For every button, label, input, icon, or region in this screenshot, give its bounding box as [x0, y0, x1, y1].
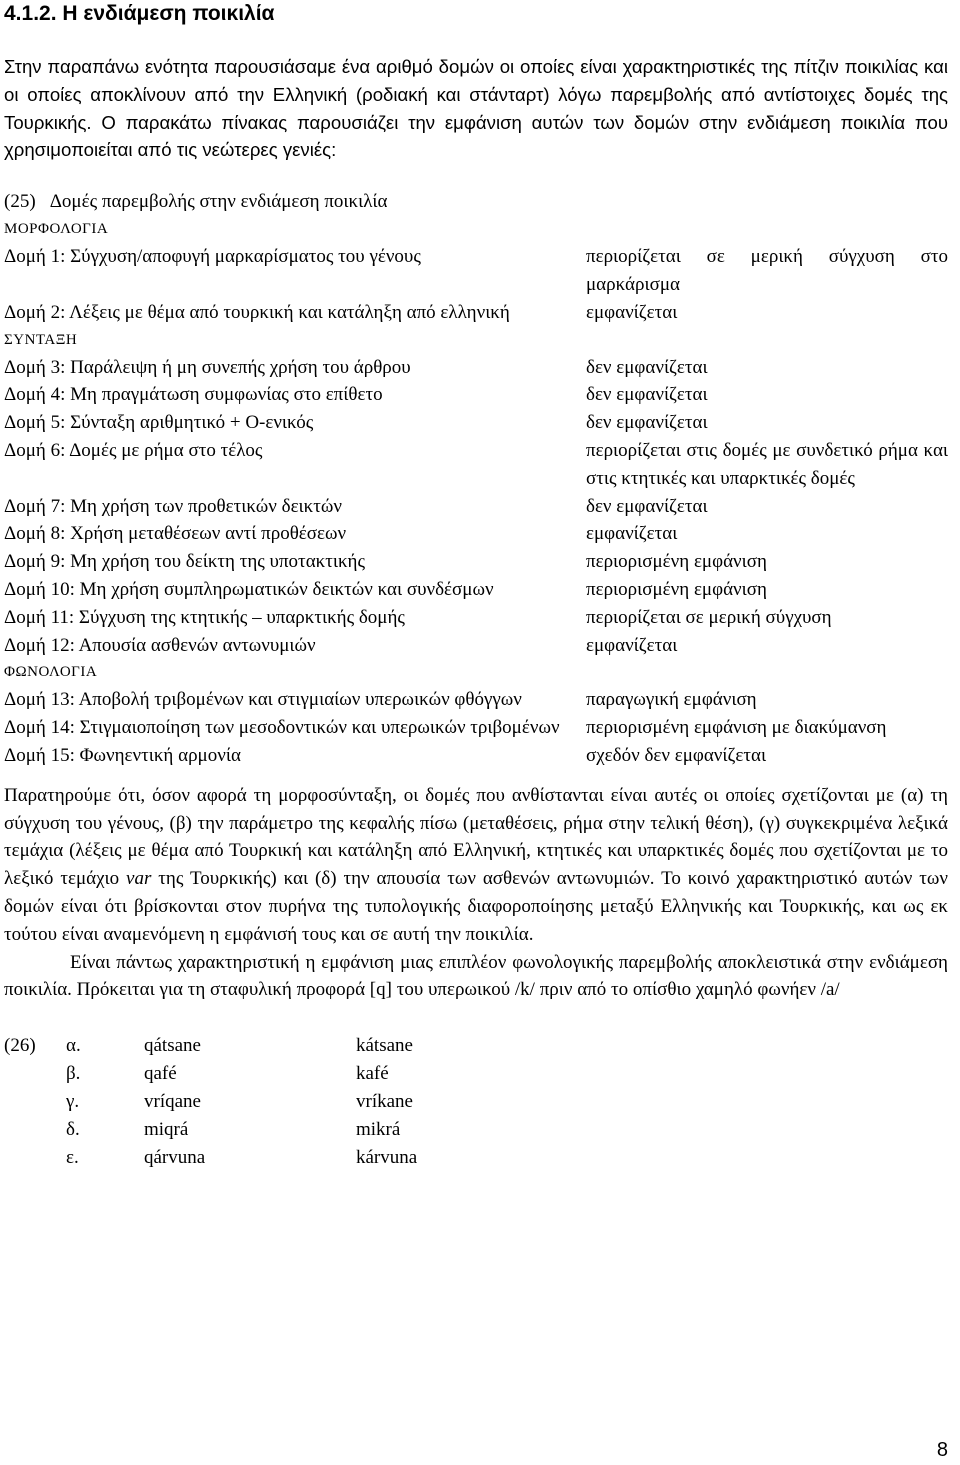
example-label: ε.: [66, 1147, 79, 1169]
table-section-heading: ΜΟΡΦΟΛΟΓΙΑ: [4, 221, 109, 238]
status-cell: εμφανίζεται: [586, 301, 678, 323]
column-gap: [574, 381, 586, 409]
intro-paragraph: Στην παραπάνω ενότητα παρουσιάσαμε ένα αριθμό δομών οι οποίες είναι χαρακτηριστικές της πίτζιν ποικιλίας και οι οποίες αποκλίνουν από την Ελληνική (ροδιακή και στάνταρτ) λόγω παρεμβολής από αντίστοιχες δομές της Τουρκικής. Ο παρακάτω πίνακας παρουσιάζει την εμφάνιση αυτών των δομών στην ενδιάμεση ποικιλία που χρησιμοποιείται από τις νεώτερες γενιές:: [4, 56, 948, 161]
table-section-row: [4, 327, 948, 354]
column-gap: [574, 493, 586, 521]
intermediate-form: miqrá: [144, 1119, 189, 1141]
standard-form: kafé: [356, 1063, 389, 1085]
example-label: δ.: [66, 1119, 80, 1141]
intermediate-form: qátsane: [144, 1035, 201, 1057]
observation-italic-term: var: [126, 868, 152, 890]
status-cell: εμφανίζεται: [586, 523, 678, 545]
interference-structures-table: [4, 216, 948, 770]
status-cell: περιορίζεται στις δομές με συνδετικό ρήμα και στις κτητικές και υπαρκτικές δομές: [586, 439, 949, 489]
table-row: [4, 354, 948, 382]
structure-cell: Δομή 12: Απουσία ασθενών αντωνυμιών: [4, 634, 316, 656]
column-gap: [574, 576, 586, 604]
standard-form: vríkane: [356, 1091, 413, 1113]
example-26-row: [4, 1032, 948, 1060]
structure-cell: Δομή 6: Δομές με ρήμα στο τέλος: [4, 439, 263, 461]
status-cell: περιορισμένη εμφάνιση με διακύμανση: [586, 717, 887, 739]
status-cell: σχεδόν δεν εμφανίζεται: [586, 744, 767, 766]
status-cell: δεν εμφανίζεται: [586, 384, 708, 406]
table-row: [4, 604, 948, 632]
status-cell: δεν εμφανίζεται: [586, 495, 708, 517]
standard-form: mikrá: [356, 1119, 401, 1141]
table-row: [4, 409, 948, 437]
example-26-row: [4, 1116, 948, 1144]
table-row: [4, 548, 948, 576]
column-gap: [574, 742, 586, 770]
intermediate-form: vríqane: [144, 1091, 201, 1113]
structure-cell: Δομή 11: Σύγχυση της κτητικής – υπαρκτικής δομής: [4, 606, 405, 628]
status-cell: δεν εμφανίζεται: [586, 356, 708, 378]
table-row: [4, 686, 948, 714]
example-26-number: (26): [4, 1035, 36, 1057]
example-25-title: [4, 188, 948, 216]
column-gap: [574, 243, 586, 299]
observation-text-a: Παρατηρούμε ότι, όσον αφορά τη μορφοσύνταξη, οι δομές που ανθίστανται είναι αυτές οι οποίες σχετίζονται με (α) τη σύγχυση του γένους, (β) την παράμετρο της κεφαλής πίσω (μεταθέσεις, ρήμα στην τελική θέση), (γ) συγκεκριμένα λεξικά τεμάχια (λέξεις με θέμα από Τουρκική και κατάληξη από Ελληνική, κτητικές και υπαρκτικές δομές που σχετίζονται με το λεξικό τεμάχιο: [4, 784, 948, 890]
structure-cell: Δομή 13: Αποβολή τριβομένων και στιγμιαίων υπερωικών φθόγγων: [4, 689, 522, 711]
structure-cell: Δομή 8: Χρήση μεταθέσεων αντί προθέσεων: [4, 523, 347, 545]
status-cell: περιορίζεται σε μερική σύγχυση στο μαρκάρισμα: [586, 246, 949, 295]
observation-paragraph: [4, 782, 948, 949]
table-body: [4, 216, 948, 770]
standard-form: kárvuna: [356, 1147, 418, 1169]
table-section-heading: ΣΥΝΤΑΞΗ: [4, 331, 78, 348]
table-row: [4, 520, 948, 548]
example-26-row: [4, 1088, 948, 1116]
structure-cell: Δομή 2: Λέξεις με θέμα από τουρκική και κατάληξη από ελληνική: [4, 301, 510, 323]
column-gap: [574, 299, 586, 327]
status-cell: δεν εμφανίζεται: [586, 412, 708, 434]
column-gap: [574, 354, 586, 382]
example-label: α.: [66, 1035, 81, 1057]
table-row: [4, 299, 948, 327]
example-25-number: (25): [4, 191, 36, 213]
structure-cell: Δομή 3: Παράλειψη ή μη συνεπής χρήση του άρθρου: [4, 356, 411, 378]
observation-text-b: της Τουρκικής) και (δ) την απουσία των ασθενών αντωνυμιών. Το κοινό χαρακτηριστικό αυτών των δομών είναι ότι βρίσκονται στον πυρήνα της τυπολογικής διαφοροποίησης μεταξύ Ελληνικής και Τουρκικής, και ως εκ τούτου είναι αναμενόμενη η εμφάνισή τους και σε αυτή την ποικιλία.: [4, 868, 948, 945]
table-row: [4, 437, 948, 493]
structure-cell: Δομή 15: Φωνηεντική αρμονία: [4, 744, 241, 766]
column-gap: [574, 686, 586, 714]
structure-cell: Δομή 7: Μη χρήση των προθετικών δεικτών: [4, 495, 342, 517]
status-cell: περιορισμένη εμφάνιση: [586, 551, 767, 573]
column-gap: [574, 604, 586, 632]
status-cell: παραγωγική εμφάνιση: [586, 689, 757, 711]
example-26-row: [4, 1060, 948, 1088]
example-label: β.: [66, 1063, 81, 1085]
table-section-row: [4, 216, 948, 243]
column-gap: [574, 714, 586, 742]
structure-cell: Δομή 10: Μη χρήση συμπληρωματικών δεικτών και συνδέσμων: [4, 578, 494, 600]
table-row: [4, 714, 948, 742]
structure-cell: Δομή 14: Στιγμαιοποίηση των μεσοδοντικών και υπερωικών τριβομένων: [4, 717, 560, 739]
structure-cell: Δομή 1: Σύγχυση/αποφυγή μαρκαρίσματος του γένους: [4, 246, 421, 268]
intermediate-form: qafé: [144, 1063, 177, 1085]
column-gap: [574, 520, 586, 548]
table-row: [4, 576, 948, 604]
example-label: γ.: [66, 1091, 80, 1113]
column-gap: [574, 632, 586, 660]
table-row: [4, 742, 948, 770]
table-row: [4, 243, 948, 299]
table-row: [4, 632, 948, 660]
status-cell: εμφανίζεται: [586, 634, 678, 656]
table-row: [4, 381, 948, 409]
status-cell: περιορίζεται σε μερική σύγχυση: [586, 606, 832, 628]
intermediate-form: qárvuna: [144, 1147, 206, 1169]
structure-cell: Δομή 9: Μη χρήση του δείκτη της υποτακτικής: [4, 551, 365, 573]
example-26: [4, 1032, 948, 1172]
table-section-heading: ΦΩΝΟΛΟΓΙΑ: [4, 664, 98, 681]
column-gap: [574, 409, 586, 437]
structure-cell: Δομή 4: Μη πραγμάτωση συμφωνίας στο επίθετο: [4, 384, 383, 406]
column-gap: [574, 548, 586, 576]
document-page: [4, 0, 948, 1172]
status-cell: περιορισμένη εμφάνιση: [586, 578, 767, 600]
standard-form: kátsane: [356, 1035, 413, 1057]
example-25-caption: Δομές παρεμβολής στην ενδιάμεση ποικιλία: [49, 191, 388, 213]
uvular-paragraph: Είναι πάντως χαρακτηριστική η εμφάνιση μιας επιπλέον φωνολογικής παρεμβολής αποκλειστικά στην ενδιάμεση ποικιλία. Πρόκειται για τη σταφυλική προφορά [q] του υπερωικού /k/ πριν από το οπίσθιο χαμηλό φωνήεν /a/: [4, 951, 948, 1001]
example-26-row: [4, 1144, 948, 1172]
table-row: [4, 493, 948, 521]
page-number: 8: [936, 1439, 948, 1461]
section-heading: 4.1.2. Η ενδιάμεση ποικιλία: [4, 2, 275, 25]
column-gap: [574, 437, 586, 493]
structure-cell: Δομή 5: Σύνταξη αριθμητικό + Ο-ενικός: [4, 412, 314, 434]
table-section-row: [4, 659, 948, 686]
